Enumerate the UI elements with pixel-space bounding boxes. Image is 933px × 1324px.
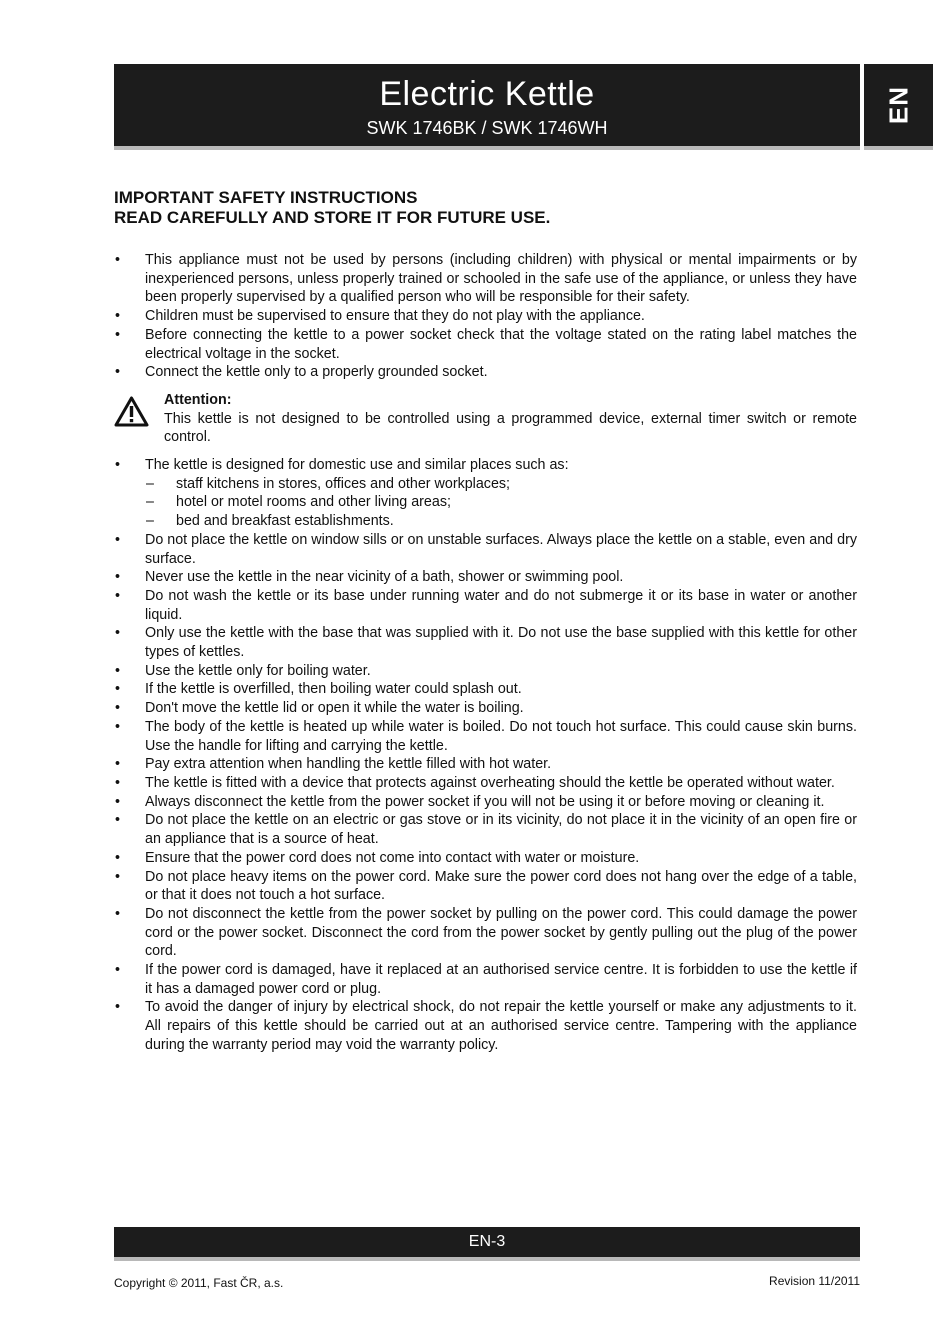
sub-list-item: – staff kitchens in stores, offices and other workplaces; [145, 475, 857, 494]
list-item: • This appliance must not be used by persons (including children) with physical or mental impairments or by inexperienced persons, unless properly trained or schooled in the safe use of the appliance, or unless they have been properly supervised by a qualified person who will be responsible for their safety. [114, 251, 857, 307]
page-number-bar [114, 1227, 860, 1257]
list-item: • Do not disconnect the kettle from the power socket by pulling on the power cord. This could damage the power cord or the power socket. Disconnect the cord from the power socket by gently pulling out the plug of the power cord. [114, 905, 857, 961]
list-item: • If the power cord is damaged, have it replaced at an authorised service centre. It is forbidden to use the kettle if it has a damaged power cord or plug. [114, 961, 857, 998]
safety-heading-line2: READ CAREFULLY AND STORE IT FOR FUTURE USE. [114, 208, 551, 227]
list-item: • Do not place the kettle on window sills or on unstable surfaces. Always place the kettle on a stable, even and dry surface. [114, 531, 857, 568]
revision-label: Revision 11/2011 [769, 1274, 860, 1288]
language-tab [864, 64, 933, 146]
list-item: • Don't move the kettle lid or open it while the water is boiling. [114, 699, 857, 718]
list-item: • Pay extra attention when handling the kettle filled with hot water. [114, 755, 857, 774]
sub-list-item: – bed and breakfast establishments. [145, 512, 857, 531]
list-item: • Only use the kettle with the base that was supplied with it. Do not use the base supplied with this kettle for other types of kettles. [114, 624, 857, 661]
bullet-list-b [114, 456, 857, 1055]
list-item: • Do not place heavy items on the power cord. Make sure the power cord does not hang over the edge of a table, or that it does not touch a hot surface. [114, 868, 857, 905]
model-numbers: SWK 1746BK / SWK 1746WH [366, 118, 608, 138]
list-item: • Never use the kettle in the near vicinity of a bath, shower or swimming pool. [114, 568, 857, 587]
list-item: • To avoid the danger of injury by electrical shock, do not repair the kettle yourself or make any adjustments to it. All repairs of this kettle should be carried out at an authorised service centre. Tampering with the appliance during the warranty period may void the warranty policy. [114, 998, 857, 1054]
list-item: • Do not place the kettle on an electric or gas stove or in its vicinity, do not place it in the vicinity of an open fire or an appliance that is a source of heat. [114, 811, 857, 848]
warning-triangle-icon [114, 396, 149, 427]
list-item: • If the kettle is overfilled, then boiling water could splash out. [114, 680, 857, 699]
safety-heading [114, 188, 860, 228]
safety-instructions [114, 251, 857, 1055]
attention-box [114, 391, 857, 447]
list-item: • Children must be supervised to ensure that they do not play with the appliance. [114, 307, 857, 326]
list-item [114, 456, 857, 531]
attention-title: Attention: [164, 391, 232, 408]
language-tab-label: EN [883, 85, 913, 125]
domestic-places-list [145, 475, 857, 531]
sub-list-item: – hotel or motel rooms and other living areas; [145, 493, 857, 512]
list-item: • Connect the kettle only to a properly grounded socket. [114, 363, 857, 382]
list-item: • The body of the kettle is heated up while water is boiled. Do not touch hot surface. This could cause skin burns. Use the handle for lifting and carrying the kettle. [114, 718, 857, 755]
list-item: • Do not wash the kettle or its base under running water and do not submerge it or its base in water or another liquid. [114, 587, 857, 624]
document-title: Electric Kettle [379, 75, 595, 113]
bullet-list-a [114, 251, 857, 382]
list-item: • Always disconnect the kettle from the power socket if you will not be using it or before moving or cleaning it. [114, 793, 857, 812]
list-item: • The kettle is fitted with a device that protects against overheating should the kettle be operated without water. [114, 774, 857, 793]
list-item: • Use the kettle only for boiling water. [114, 662, 857, 681]
list-item: • Ensure that the power cord does not come into contact with water or moisture. [114, 849, 857, 868]
attention-text: This kettle is not designed to be controlled using a programmed device, external timer switch or remote control. [164, 410, 857, 446]
copyright-notice: Copyright © 2011, Fast ČR, a.s. [114, 1276, 284, 1290]
list-item: • Before connecting the kettle to a power socket check that the voltage stated on the rating label matches the electrical voltage in the socket. [114, 326, 857, 363]
title-banner [114, 64, 860, 146]
page-number: EN-3 [468, 1233, 506, 1250]
domestic-use-text: • The kettle is designed for domestic use and similar places such as: [145, 457, 569, 474]
safety-heading-line1: IMPORTANT SAFETY INSTRUCTIONS [114, 188, 418, 207]
